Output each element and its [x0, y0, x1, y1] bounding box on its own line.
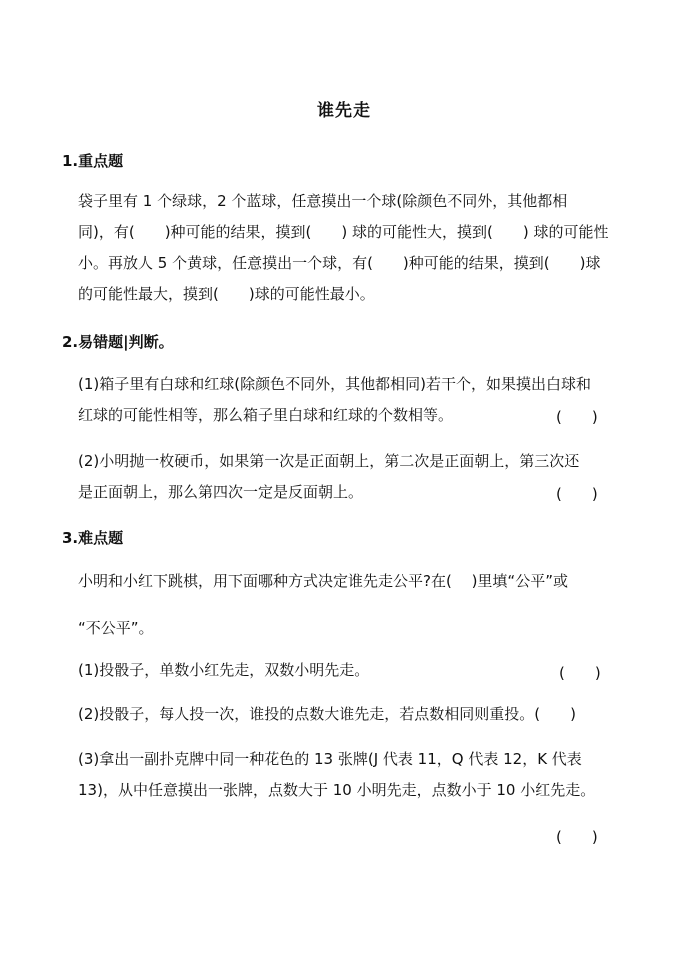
- section-2-heading: 2.易错题|判断。: [62, 333, 174, 351]
- answer-bracket: ( ): [559, 664, 601, 682]
- section-2-question-2: [78, 446, 623, 508]
- paragraph-line: 的可能性最大，摸到( )球的可能性最小。: [78, 285, 375, 303]
- section-3-question-1: (1)投骰子，单数小红先走，双数小明先走。: [78, 661, 370, 679]
- answer-bracket: ( ): [556, 408, 598, 426]
- section-3-question-2: (2)投骰子，每人投一次，谁投的点数大谁先走，若点数相同则重投。( ): [78, 705, 576, 723]
- section-1-heading: 1.重点题: [62, 152, 124, 170]
- question-line: 是正面朝上，那么第四次一定是反面朝上。: [78, 483, 364, 501]
- page-title: 谁先走: [317, 101, 371, 121]
- section-3-question-3: [78, 744, 623, 806]
- section-3-intro-line-2: “不公平”。: [78, 619, 154, 637]
- question-line: (3)拿出一副扑克牌中同一种花色的 13 张牌(J 代表 11，Q 代表 12，K 代表: [78, 750, 582, 768]
- answer-bracket: ( ): [556, 485, 598, 503]
- section-3-heading: 3.难点题: [62, 529, 124, 547]
- question-line: (1)箱子里有白球和红球(除颜色不同外，其他都相同)若干个，如果摸出白球和: [78, 375, 591, 393]
- question-line: 红球的可能性相等，那么箱子里白球和红球的个数相等。: [78, 406, 454, 424]
- section-2-question-1: [78, 369, 623, 431]
- question-line: (2)小明抛一枚硬币，如果第一次是正面朝上，第二次是正面朝上，第三次还: [78, 452, 580, 470]
- answer-bracket: ( ): [556, 828, 598, 846]
- paragraph-line: 同)，有( )种可能的结果，摸到( ) 球的可能性大，摸到( ) 球的可能性: [78, 223, 609, 241]
- section-3-intro-line-1: 小明和小红下跳棋，用下面哪种方式决定谁先走公平?在( )里填“公平”或: [78, 572, 568, 590]
- question-line: 13)，从中任意摸出一张牌，点数大于 10 小明先走，点数小于 10 小红先走。: [78, 781, 596, 799]
- paragraph-line: 小。再放人 5 个黄球，任意摸出一个球，有( )种可能的结果，摸到( )球: [78, 254, 601, 272]
- paragraph-line: 袋子里有 1 个绿球，2 个蓝球，任意摸出一个球(除颜色不同外，其他都相: [78, 192, 568, 210]
- section-1-paragraph: [78, 186, 623, 310]
